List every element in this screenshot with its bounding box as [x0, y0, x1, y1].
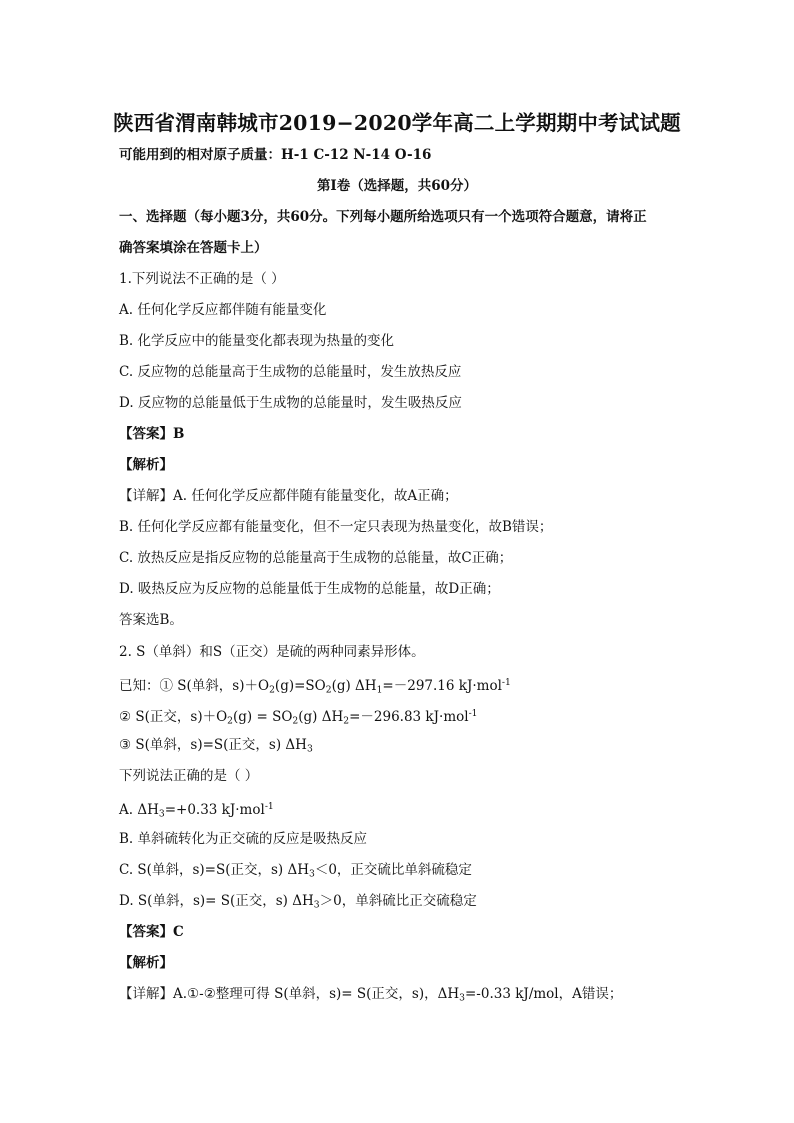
q1-detail-b: B. 任何化学反应都有能量变化，但不一定只表现为热量变化，故B错误； — [119, 519, 553, 535]
section-instructions-line1: 一、选择题（每小题3分，共60分。下列每小题所给选项只有一个选项符合题意，请将正 — [119, 209, 647, 225]
q2-option-b: B. 单斜硫转化为正交硫的反应是吸热反应 — [119, 831, 368, 847]
q1-detail-d: D. 吸热反应为反应物的总能量低于生成物的总能量，故D正确； — [119, 581, 500, 597]
q1-detail-c: C. 放热反应是指反应物的总能量高于生成物的总能量，故C正确； — [119, 550, 513, 566]
q2-reaction-1: 已知：① S(单斜，$s)+O_2(g)=SO_2(g)$ $\Delta H_1=-297.16$ kJ·mol$^{-1}$ — [119, 677, 511, 696]
q2-answer: 【答案】C — [119, 924, 184, 940]
q2-option-c: C. S(单斜，s)=S(正交，s) $\Delta H_3<0$，正交硫比单斜硫稳定 — [119, 862, 472, 880]
q2-reaction-2: ② S(正交，$s)+O_2(g) = SO_2(g)$ $\Delta H_2=-296.83$ kJ·mol$^{-1}$ — [119, 708, 478, 727]
q2-stem: 2. S（单斜）和S（正交）是硫的两种同素异形体。 — [119, 644, 425, 660]
volume-heading: 第Ⅰ卷（选择题，共60分） — [316, 178, 478, 194]
q1-stem: 1.下列说法不正确的是（ ） — [119, 271, 285, 287]
q1-detail-a: 【详解】A. 任何化学反应都伴随有能量变化，故A正确； — [119, 488, 458, 504]
q2-reaction-3: ③ S(单斜，s)=S(正交，s) $\Delta H_3$ — [119, 737, 313, 755]
atomic-mass-note: 可能用到的相对原子质量：H-1 C-12 N-14 O-16 — [119, 147, 432, 163]
q1-option-a: A. 任何化学反应都伴随有能量变化 — [119, 302, 327, 318]
q1-analysis-label: 【解析】 — [119, 457, 173, 473]
q2-option-d: D. S(单斜，s)= S(正交，s) $\Delta H_3>0$，单斜硫比正交硫稳定 — [119, 893, 477, 911]
q1-answer: 【答案】B — [119, 426, 185, 442]
q1-option-c: C. 反应物的总能量高于生成物的总能量时，发生放热反应 — [119, 364, 462, 380]
q2-option-a: A. $\Delta H_3=+0.33$ kJ·mol$^{-1}$ — [119, 801, 274, 820]
page-title: 陕西省渭南韩城市2019−2020学年高二上学期期中考试试题 — [113, 111, 681, 135]
section-instructions-line2: 确答案填涂在答题卡上） — [119, 240, 268, 256]
q1-conclusion: 答案选B。 — [119, 612, 183, 628]
q1-option-b: B. 化学反应中的能量变化都表现为热量的变化 — [119, 333, 395, 349]
q2-question: 下列说法正确的是（ ） — [119, 768, 259, 784]
q2-analysis-label: 【解析】 — [119, 955, 173, 971]
q2-detail-a: 【详解】A.①-②整理可得 S(单斜，s)= S(正交，s)，$\Delta H_3=-0.33$ kJ/mol，A错误； — [119, 986, 623, 1004]
q1-option-d: D. 反应物的总能量低于生成物的总能量时，发生吸热反应 — [119, 395, 462, 411]
